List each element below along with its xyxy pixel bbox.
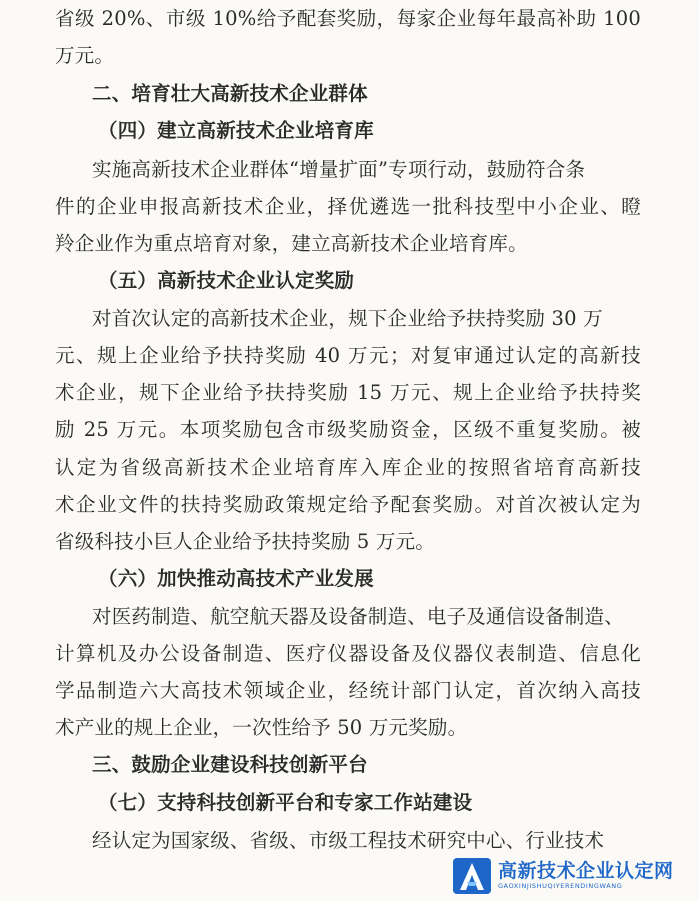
body-text-line: 学品制造六大高技术领域企业，经统计部门认定，首次纳入高技: [55, 679, 641, 702]
subsection-heading: （六）加快推动高技术产业发展: [98, 567, 374, 590]
body-text-line: 羚企业作为重点培育对象，建立高新技术企业培育库。: [55, 232, 528, 255]
logo-site-name: 高新技术企业认定网: [498, 860, 674, 882]
section-heading: 三、鼓励企业建设科技创新平台: [92, 753, 368, 776]
body-text-line: 对医药制造、航空航天器及设备制造、电子及通信设备制造、: [92, 605, 624, 628]
body-text-line: 术企业文件的扶持奖励政策规定给予配套奖励。对首次被认定为: [55, 493, 641, 516]
body-text-line: 计算机及办公设备制造、医疗仪器设备及仪器仪表制造、信息化: [55, 642, 641, 665]
letter-a-logo-icon: [452, 855, 494, 897]
site-watermark-logo: [452, 852, 697, 899]
body-text-line: 元、规上企业给予扶持奖励 40 万元；对复审通过认定的高新技: [55, 344, 641, 367]
body-text-line: 对首次认定的高新技术企业，规下企业给予扶持奖励 30 万: [92, 307, 603, 330]
body-text-line: 经认定为国家级、省级、市级工程技术研究中心、行业技术: [92, 829, 605, 852]
body-text-line: 术企业，规下企业给予扶持奖励 15 万元、规上企业给予扶持奖: [55, 381, 641, 404]
body-text-line: 实施高新技术企业群体“增量扩面”专项行动，鼓励符合条: [92, 158, 586, 181]
body-text-line: 省级科技小巨人企业给予扶持奖励 5 万元。: [55, 530, 436, 553]
body-text-line: 认定为省级高新技术企业培育库入库企业的按照省培育高新技: [55, 456, 641, 479]
subsection-heading: （七）支持科技创新平台和专家工作站建设: [98, 791, 473, 814]
subsection-heading: （四）建立高新技术企业培育库: [98, 119, 374, 142]
body-text-line: 省级 20%、市级 10%给予配套奖励，每家企业每年最高补助 100: [55, 7, 641, 30]
body-text-line: 件的企业申报高新技术企业，择优遴选一批科技型中小企业、瞪: [55, 195, 641, 218]
section-heading: 二、培育壮大高新技术企业群体: [92, 82, 368, 105]
subsection-heading: （五）高新技术企业认定奖励: [98, 269, 355, 292]
body-text-line: 万元。: [55, 44, 115, 67]
body-text-line: 励 25 万元。本项奖励包含市级奖励资金，区级不重复奖励。被: [55, 418, 641, 441]
body-text-line: 术产业的规上企业，一次性给予 50 万元奖励。: [55, 716, 468, 739]
logo-site-domain: GAOXINJISHUQIYERENDINGWANG: [498, 882, 623, 890]
